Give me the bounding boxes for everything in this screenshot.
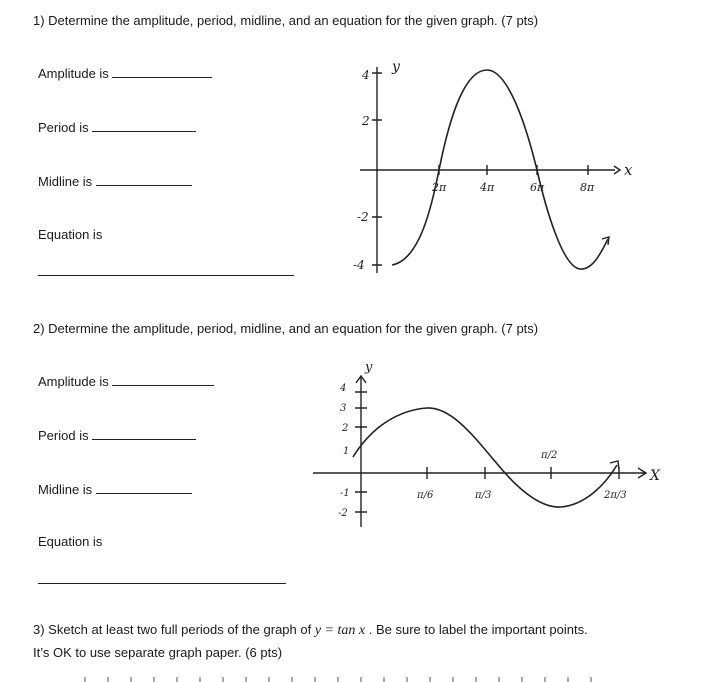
q1-xtick-6pi: 6π (530, 181, 545, 194)
q2-midline-row (38, 481, 192, 497)
q1-title: 1) Determine the amplitude, period, midline, and an equation for the given graph. (7 pts) (33, 13, 539, 28)
q2-ytick-neg1: -1 (340, 488, 350, 499)
q1-ytick-neg4: -4 (353, 258, 365, 272)
q2-ytick-3: 3 (340, 403, 347, 414)
q1-ytick-neg2: -2 (357, 210, 369, 224)
q2-ytick-2: 2 (342, 423, 349, 434)
q2-period-row (38, 427, 196, 443)
q1-y-label: y (392, 59, 400, 75)
q3-suffix: . Be sure to label the important points. (368, 622, 588, 637)
q2-period-label: Period is (38, 428, 89, 443)
q2-x-label: X (650, 468, 660, 484)
q2-xtick-pi6: π/6 (417, 490, 434, 501)
q3-prefix: 3) Sketch at least two full periods of the graph of (33, 622, 312, 637)
q2-midline-blank[interactable] (96, 481, 192, 494)
q1-midline-blank[interactable] (96, 173, 192, 186)
q1-ytick-4: 4 (362, 68, 370, 82)
q2-amplitude-blank[interactable] (112, 373, 214, 386)
q1-amplitude-blank[interactable] (112, 65, 212, 78)
q1-period-label: Period is (38, 120, 89, 135)
q2-midline-label: Midline is (38, 482, 93, 497)
q1-midline-label: Midline is (38, 174, 93, 189)
q1-ytick-2: 2 (362, 114, 370, 128)
q1-xtick-8pi: 8π (580, 181, 595, 194)
q2-graph (305, 355, 680, 550)
q1-period-blank[interactable] (92, 119, 196, 132)
q2-amplitude-row (38, 373, 214, 389)
q2-ytick-neg2: -2 (338, 508, 348, 519)
q3-grid-edge (60, 676, 620, 682)
q1-period-row (38, 119, 196, 135)
q2-period-blank[interactable] (92, 427, 196, 440)
q2-title: 2) Determine the amplitude, period, midline, and an equation for the given graph. (7 pts) (33, 321, 539, 336)
q3-line2: It’s OK to use separate graph paper. (6 pts) (33, 645, 283, 660)
q2-ytick-1: 1 (343, 446, 350, 457)
q2-equation-label: Equation is (38, 534, 103, 549)
q1-amplitude-row (38, 65, 212, 81)
q1-xtick-2pi: 2π (432, 181, 447, 194)
q2-equation-blank[interactable] (38, 583, 286, 584)
q2-y-label: y (365, 360, 373, 375)
q3-line1 (33, 622, 588, 639)
q1-x-label: x (624, 161, 633, 179)
q2-xtick-pi2: π/2 (541, 450, 558, 461)
q2-ytick-4: 4 (340, 383, 347, 394)
q1-equation-label: Equation is (38, 227, 103, 242)
q2-xtick-2pi3: 2π/3 (604, 490, 627, 501)
q1-graph (340, 45, 660, 285)
q2-amplitude-label: Amplitude is (38, 374, 109, 389)
q1-amplitude-label: Amplitude is (38, 66, 109, 81)
q2-xtick-pi3: π/3 (475, 490, 492, 501)
q1-equation-blank[interactable] (38, 275, 294, 276)
q1-xtick-4pi: 4π (480, 181, 495, 194)
q1-midline-row (38, 173, 192, 189)
q3-equation: y = tan x (314, 623, 366, 638)
